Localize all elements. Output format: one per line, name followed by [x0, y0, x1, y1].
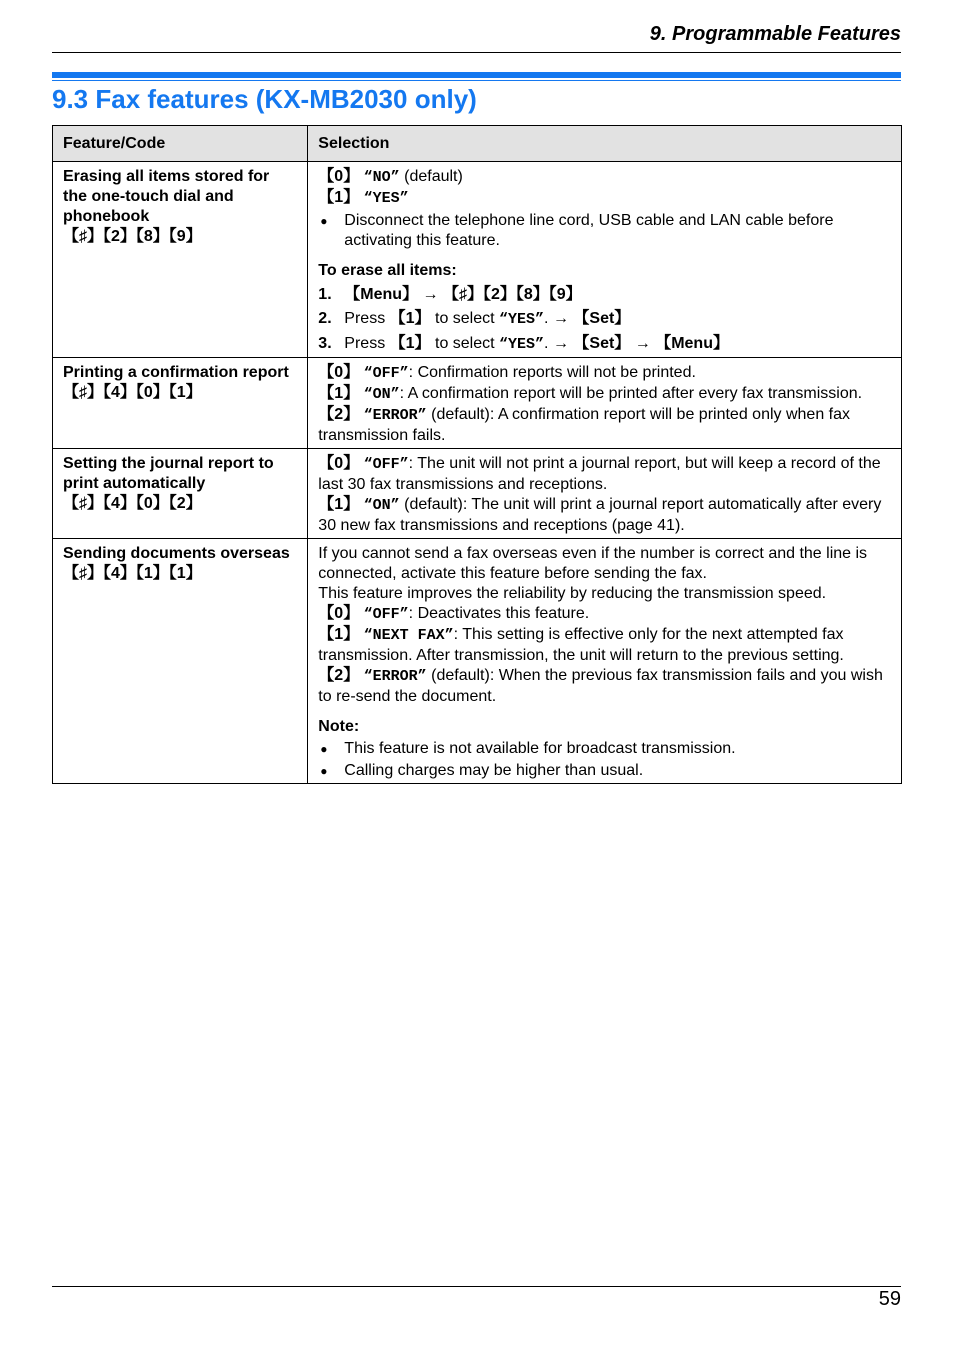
option-line: 【0】 “OFF”: Deactivates this feature. [318, 605, 590, 623]
option-line: 【0】 “NO” (default) [318, 168, 463, 186]
paragraph: This feature improves the reliability by reducing the transmission speed. [318, 585, 827, 602]
footer-divider [52, 1286, 901, 1287]
feature-code: 【♯】【4】【1】【1】 [63, 565, 202, 582]
feature-cell [53, 162, 308, 358]
selection-cell [308, 358, 902, 449]
option-line: 【1】 “NEXT FAX”: This setting is effective only for the next attempted fax transmission. After transmission, the unit will return to the previous setting. [318, 626, 844, 664]
note-heading: Note: [318, 718, 360, 735]
selection-cell [308, 162, 902, 358]
feature-code: 【♯】【4】【0】【1】 [63, 384, 202, 401]
feature-cell [53, 449, 308, 539]
header-feature: Feature/Code [53, 126, 308, 162]
feature-code: 【♯】【2】【8】【9】 [63, 228, 202, 245]
bullet-item: ● Disconnect the telephone line cord, USB cable and LAN cable before activating this feature. [318, 211, 891, 251]
paragraph: If you cannot send a fax overseas even if the number is correct and the line is connected, activate this feature before sending the fax. [318, 545, 868, 582]
features-table [52, 125, 902, 784]
feature-name: Setting the journal report to print automatically [63, 455, 274, 492]
selection-cell [308, 449, 902, 539]
feature-code: 【♯】【4】【0】【2】 [63, 495, 202, 512]
sub-heading: To erase all items: [318, 262, 457, 279]
selection-cell [308, 539, 902, 784]
table-row [53, 162, 902, 358]
section-title: 9.3 Fax features (KX-MB2030 only) [52, 84, 477, 114]
section-bar-thin [52, 80, 901, 81]
feature-name: Erasing all items stored for the one-touch dial and phonebook [63, 168, 270, 225]
option-line: 【0】 “OFF”: Confirmation reports will not be printed. [318, 364, 696, 382]
step-item: 2. Press 【1】 to select “YES”. → 【Set】 [318, 310, 631, 328]
bullet-item: ● This feature is not available for broadcast transmission. [318, 739, 891, 759]
page-number: 59 [878, 1288, 901, 1310]
step-item: 1. 【Menu】 → 【♯】【2】【8】【9】 [318, 286, 582, 303]
header-divider [52, 52, 901, 53]
feature-cell [53, 539, 308, 784]
bullet-item: ● Calling charges may be higher than usual. [318, 761, 891, 781]
option-line: 【1】 “YES” [318, 189, 409, 207]
table-row [53, 539, 902, 784]
option-line: 【1】 “ON”: A confirmation report will be printed after every fax transmission. [318, 385, 863, 403]
option-line: 【2】 “ERROR” (default): When the previous fax transmission fails and you wish to re-send the document. [318, 667, 883, 705]
step-item: 3. Press 【1】 to select “YES”. → 【Set】 → 【Menu】 [318, 335, 729, 353]
table-row [53, 449, 902, 539]
table-row [53, 358, 902, 449]
header-selection: Selection [308, 126, 902, 162]
table-header-row [53, 126, 902, 162]
section-bar [52, 72, 901, 78]
feature-name: Printing a confirmation report [63, 364, 289, 381]
option-line: 【2】 “ERROR” (default): A confirmation report will be printed only when fax transmission fails. [318, 406, 850, 444]
option-line: 【1】 “ON” (default): The unit will print a journal report automatically after every 30 new fax transmissions and receptions (page 41). [318, 496, 882, 534]
option-line: 【0】 “OFF”: The unit will not print a journal report, but will keep a record of the last 30 fax transmissions and receptions. [318, 455, 881, 493]
chapter-title: 9. Programmable Features [649, 23, 901, 45]
feature-name: Sending documents overseas [63, 545, 290, 562]
feature-cell [53, 358, 308, 449]
